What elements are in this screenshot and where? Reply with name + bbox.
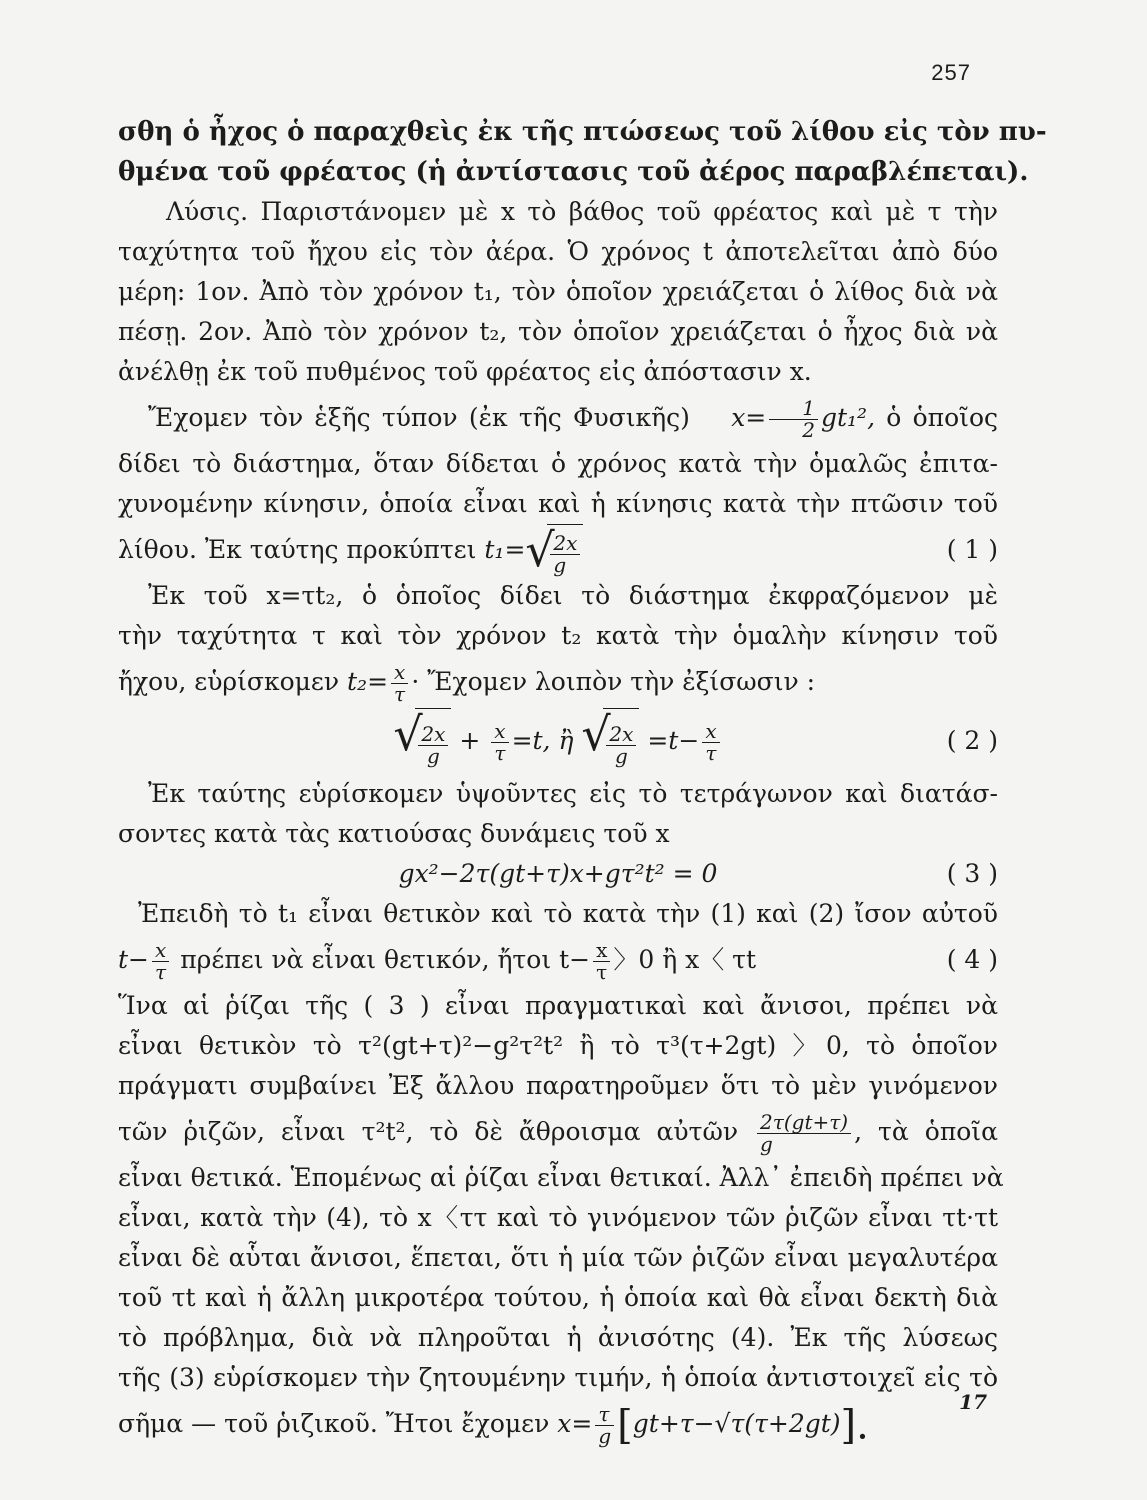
fraction-numerator: x [391, 662, 408, 684]
formula [701, 392, 875, 444]
radical-icon: √ [393, 707, 423, 761]
text-line: Ἐπειδὴ τὸ t₁ εἶναι θετικὸν καὶ τὸ κατὰ τὴν (1) καὶ (2) ἴσον αὐτοῦ [138, 899, 998, 928]
text-line: εἶναι δὲ αὗται ἄνισοι, ἕπεται, ὅτι ἡ μία τῶν ῥιζῶν εἶναι μεγαλυτέρα [118, 1243, 998, 1272]
fraction-denominator: g [760, 1132, 773, 1156]
text-line: σοντες κατὰ τὰς κατιούσας δυνάμεις τοῦ x [118, 819, 670, 848]
fraction [593, 940, 610, 983]
formula-part: + [459, 726, 481, 755]
formula-line [118, 1398, 998, 1450]
formula-line [118, 934, 998, 986]
fraction-numerator: 1 [769, 398, 818, 420]
formula-part: =t− [647, 726, 700, 755]
formula-part: t₁= [484, 535, 526, 564]
square-root [525, 524, 583, 579]
text-line: ἀνέλθῃ ἐκ τοῦ πυθμένος τοῦ φρέατος εἰς ἀπόστασιν x. [118, 357, 812, 386]
fraction-numerator: 2x [550, 533, 580, 555]
fraction [769, 398, 818, 441]
fraction-denominator: g [598, 1424, 612, 1448]
fraction-denominator: τ [155, 960, 167, 984]
fraction-denominator: g [553, 553, 567, 577]
text-line: Λύσις. Παριστάνομεν μὲ x τὸ βάθος τοῦ φρέατος καὶ μὲ τ τὴν [166, 197, 998, 226]
formula-line [118, 524, 998, 576]
text-fragment: 〉0 ἢ x〈 τt [613, 945, 757, 974]
text-fragment: , τὰ ὁποῖα [854, 1117, 998, 1146]
formula [118, 934, 172, 986]
formula [347, 656, 411, 708]
page-number: 257 [931, 60, 971, 85]
formula [557, 1398, 869, 1452]
fraction-numerator: x [593, 940, 610, 962]
fraction [391, 662, 408, 705]
formula-line [118, 708, 998, 774]
equation-number: ( 2 ) [946, 726, 998, 755]
text-fragment: λίθου. Ἐκ ταύτης προκύπτει [118, 535, 477, 564]
formula-part: t₂= [347, 667, 389, 696]
text-line: εἶναι, κατὰ τὴν (4), τὸ x〈ττ καὶ τὸ γινόμενον τῶν ῥιζῶν εἶναι τt·τt [118, 1203, 998, 1232]
fraction [491, 721, 508, 764]
equation-number: ( 1 ) [946, 535, 998, 564]
fraction-denominator: τ [494, 741, 506, 765]
text-fragment: ὁ ὁποῖος [886, 403, 999, 432]
formula-part: =t, ἢ [511, 726, 574, 755]
formula-part: t− [118, 945, 149, 974]
signature-mark: 17 [959, 1390, 987, 1414]
fraction-denominator: g [614, 744, 628, 768]
text-line: Ἵνα αἱ ῥίζαι τῆς ( 3 ) εἶναι πραγματικαὶ καὶ ἄνισοι, πρέπει νὰ [118, 991, 998, 1020]
equation-number: ( 4 ) [946, 945, 998, 974]
formula-line [118, 854, 998, 894]
fraction-numerator: x [491, 721, 508, 743]
fraction [757, 1112, 851, 1155]
equation-number: ( 3 ) [946, 859, 998, 888]
formula-part: gt₁², [820, 403, 876, 432]
text-line: πέσῃ. 2ον. Ἀπὸ τὸν χρόνον t₂, τὸν ὁποῖον χρειάζεται ὁ ἦχος διὰ νὰ [118, 317, 998, 346]
formula [393, 708, 722, 777]
text-line: μέρη: 1ον. Ἀπὸ τὸν χρόνον t₁, τὸν ὁποῖον χρειάζεται ὁ λίθος διὰ νὰ [118, 277, 998, 306]
fraction-numerator: x [152, 940, 169, 962]
text-line: σθη ὁ ἦχος ὁ παραχθεὶς ἐκ τῆς πτώσεως τοῦ λίθου εἰς τὸν πυ- [118, 117, 1047, 147]
text-fragment: πρέπει νὰ εἶναι θετικόν, ἤτοι t− [180, 945, 591, 974]
fraction [152, 940, 169, 983]
square-root [393, 708, 451, 777]
text-line: πράγματι συμβαίνει Ἐξ ἄλλου παρατηροῦμεν ὅτι τὸ μὲν γινόμενον [118, 1071, 998, 1100]
radical-icon: √ [581, 707, 611, 761]
fraction-denominator: τ [705, 741, 717, 765]
fraction-numerator: x [702, 721, 719, 743]
text-line: τὸ πρόβλημα, διὰ νὰ πληροῦται ἡ ἀνισότης (4). Ἐκ τῆς λύσεως [118, 1323, 998, 1352]
fraction [595, 1404, 614, 1447]
fraction [702, 721, 719, 764]
square-root [581, 708, 639, 777]
text-line: θμένα τοῦ φρέατος (ἡ ἀντίστασις τοῦ ἀέρος παραβλέπεται). [118, 157, 1029, 187]
fraction-denominator: τ [596, 960, 608, 984]
text-fragment: ἤχου, εὑρίσκομεν [118, 667, 340, 696]
text-line: Ἐκ τοῦ x=τt₂, ὁ ὁποῖος δίδει τὸ διάστημα ἐκφραζόμενον μὲ [148, 581, 998, 610]
fraction-numerator: 2τ(gt+τ) [757, 1112, 851, 1134]
fraction-numerator: 2x [606, 724, 636, 746]
text-line: ταχύτητα τοῦ ἤχου εἰς τὸν ἀέρα. Ὁ χρόνος t ἀποτελεῖται ἀπὸ δύο [118, 237, 998, 266]
fraction-denominator: g [427, 744, 440, 768]
text-fragment: · Ἔχομεν λοιπὸν τὴν ἐξίσωσιν : [411, 667, 816, 696]
fraction-numerator: τ [595, 1404, 614, 1426]
radical-icon: √ [525, 523, 555, 577]
body-text [118, 112, 1047, 1450]
text-line: εἶναι θετικά. Ἑπομένως αἱ ῥίζαι εἶναι θετικαί. Ἀλλ᾽ ἐπειδὴ πρέπει νὰ [118, 1163, 1004, 1192]
text-line: Ἐκ ταύτης εὑρίσκομεν ὑψοῦντες εἰς τὸ τετράγωνον καὶ διατάσ- [148, 779, 998, 808]
bracket-close: ]. [840, 1402, 869, 1449]
text-fragment: Ἔχομεν τὸν ἑξῆς τύπον (ἐκ τῆς Φυσικῆς) [148, 403, 690, 432]
formula-part: gt+τ−√τ(τ+2gt) [632, 1409, 841, 1438]
text-fragment: σῆμα — τοῦ ῥιζικοῦ. Ἤτοι ἔχομεν [118, 1409, 550, 1438]
formula-line [118, 1106, 998, 1158]
formula [484, 524, 583, 579]
formula-part: x= [557, 1409, 593, 1438]
formula-part: x= [731, 403, 767, 432]
formula-line [118, 392, 998, 444]
fraction-numerator: 2x [418, 724, 448, 746]
text-line: τῆς (3) εὑρίσκομεν τὴν ζητουμένην τιμήν, ἡ ὁποία ἀντιστοιχεῖ εἰς τὸ [118, 1363, 998, 1392]
formula-line [118, 656, 998, 708]
text-line: τὴν ταχύτητα τ καὶ τὸν χρόνον t₂ κατὰ τὴν ὁμαλὴν κίνησιν τοῦ [118, 621, 998, 650]
text-line: τοῦ τt καὶ ἡ ἄλλη μικροτέρα τούτου, ἡ ὁποία καὶ θὰ εἶναι δεκτὴ διὰ [118, 1283, 998, 1312]
bracket-open: [ [617, 1402, 633, 1449]
formula: gx²−2τ(gt+τ)x+gτ²t² = 0 [398, 859, 718, 888]
text-fragment: τῶν ῥιζῶν, εἶναι τ²t², τὸ δὲ ἄθροισμα αὐτῶν [118, 1117, 739, 1146]
fraction-denominator: 2 [802, 418, 815, 442]
text-line: χυνομένην κίνησιν, ὁποία εἶναι καὶ ἡ κίνησις κατὰ τὴν πτῶσιν τοῦ [118, 489, 998, 518]
fraction-denominator: τ [394, 682, 406, 706]
text-line: δίδει τὸ διάστημα, ὅταν δίδεται ὁ χρόνος κατὰ τὴν ὁμαλῶς ἐπιτα- [118, 449, 998, 478]
text-line: εἶναι θετικὸν τὸ τ²(gt+τ)²−g²τ²t² ἢ τὸ τ³(τ+2gt) 〉0, τὸ ὁποῖον [118, 1031, 998, 1060]
